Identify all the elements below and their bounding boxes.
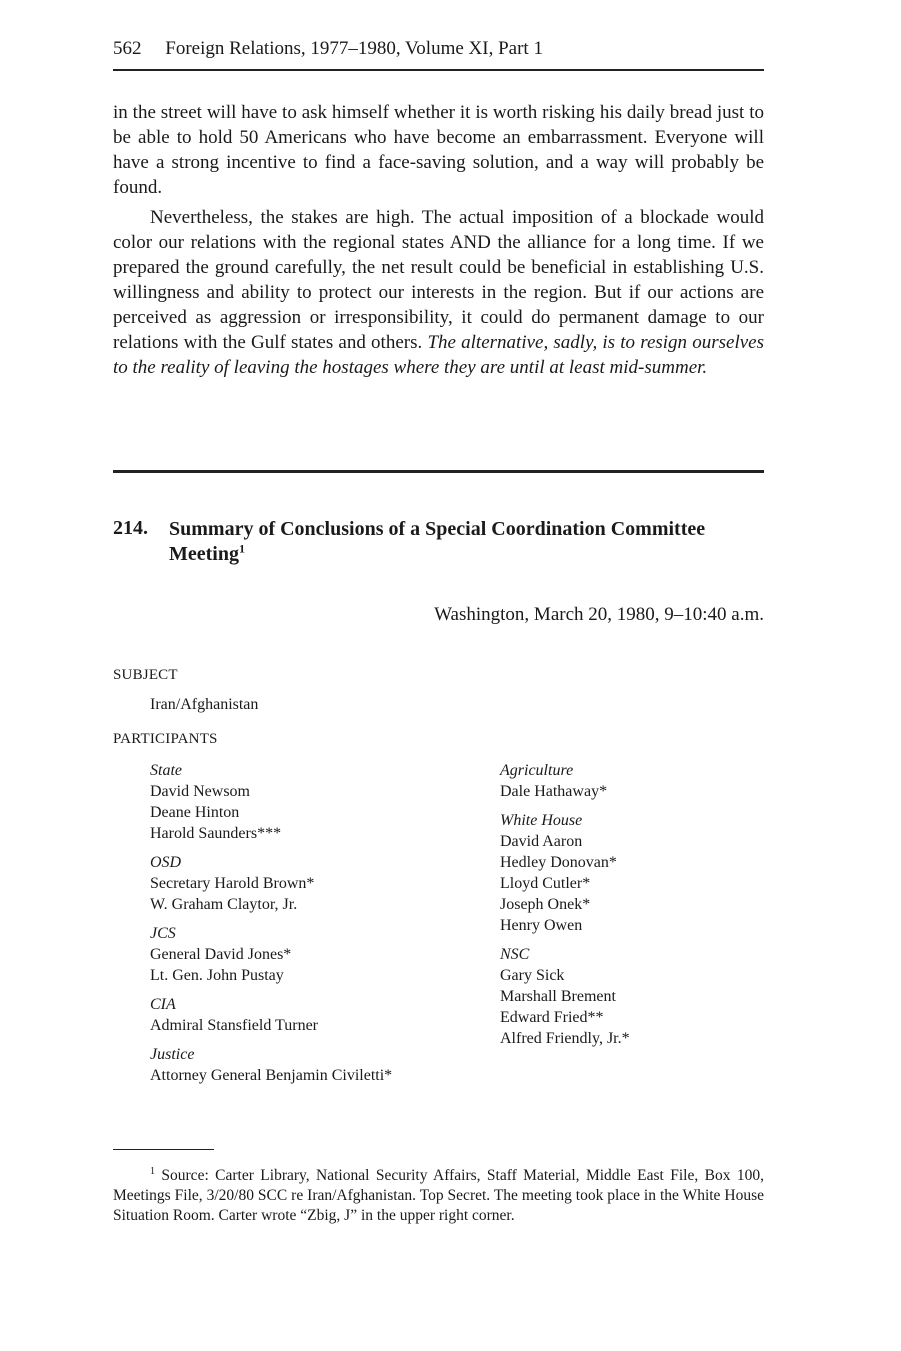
participant-name: W. Graham Claytor, Jr. [150, 896, 298, 913]
participant-group [500, 944, 764, 1049]
dateline: Washington, March 20, 1980, 9–10:40 a.m. [434, 604, 764, 625]
body-paragraph-2 [113, 205, 764, 380]
body-paragraph-1: in the street will have to ask himself whether it is worth risking his daily bread just to be able to hold 50 Americans who have become an embarrassment. Everyone will have a strong incentive to find a face-saving solution, and a way will probably be found. [113, 102, 764, 198]
footnote-number: 1 [150, 1165, 155, 1177]
participant-group [150, 994, 490, 1036]
participant-name: Harold Saunders*** [150, 825, 282, 842]
participant-group [150, 852, 490, 915]
footnote-reference: 1 [238, 541, 245, 556]
document-title-text: Summary of Conclusions of a Special Coordination Committee Meeting [169, 518, 706, 565]
participant-name: General David Jones* [150, 946, 292, 963]
participant-agency: State [150, 762, 182, 779]
subject-label: SUBJECT [113, 667, 178, 683]
participants-column-left [150, 760, 490, 1094]
participant-agency: NSC [500, 946, 530, 963]
running-head: 562 Foreign Relations, 1977–1980, Volume XI, Part 1 [113, 38, 543, 59]
participant-group [150, 1044, 490, 1086]
participant-name: Edward Fried** [500, 1009, 604, 1026]
participant-agency: OSD [150, 854, 182, 871]
footnote-text: Source: Carter Library, National Security Affairs, Staff Material, Middle East File, Box 100, Meetings File, 3/20/80 SCC re Iran/Afghanistan. Top Secret. The meeting took place in the White House Situation Room. Carter wrote “Zbig, J” in the upper right corner. [113, 1167, 764, 1224]
participant-group [150, 923, 490, 986]
participant-name: Deane Hinton [150, 804, 240, 821]
participant-name: Gary Sick [500, 967, 565, 984]
participant-name: David Aaron [500, 833, 583, 850]
participant-group [500, 760, 764, 802]
header-rule [113, 69, 764, 71]
footnote [113, 1166, 764, 1226]
participant-name: Marshall Brement [500, 988, 616, 1005]
participant-name: David Newsom [150, 783, 250, 800]
participant-agency: Agriculture [500, 762, 574, 779]
participant-name: Hedley Donovan* [500, 854, 617, 871]
participant-name: Henry Owen [500, 917, 583, 934]
participant-agency: Justice [150, 1046, 195, 1063]
participant-agency: JCS [150, 925, 176, 942]
participant-name: Lt. Gen. John Pustay [150, 967, 284, 984]
participant-name: Lloyd Cutler* [500, 875, 591, 892]
participants-column-right [500, 760, 764, 1057]
section-rule [113, 470, 764, 473]
participant-group [500, 810, 764, 936]
participant-name: Admiral Stansfield Turner [150, 1017, 318, 1034]
participant-group [150, 760, 490, 844]
footnote-rule [113, 1149, 214, 1150]
participant-name: Secretary Harold Brown* [150, 875, 315, 892]
subject-value: Iran/Afghanistan [150, 696, 259, 713]
body-paragraph-2-italic: The alternative, sadly, is to resign ourselves to the reality of leaving the hostages where they are until at least mid-summer. [113, 332, 765, 378]
body-paragraph-2-text: Nevertheless, the stakes are high. The actual imposition of a blockade would color our relations with the regional states AND the alliance for a long time. If we prepared the ground carefully, the net result could be beneficial in establishing U.S. willingness and ability to protect our interests in the region. But if our actions are perceived as aggression or irresponsibility, it could do permanent damage to our relations with the Gulf states and others. [113, 207, 764, 353]
participant-name: Joseph Onek* [500, 896, 591, 913]
participant-name: Attorney General Benjamin Civiletti* [150, 1067, 393, 1084]
participants-label: PARTICIPANTS [113, 731, 218, 747]
participant-name: Dale Hathaway* [500, 783, 608, 800]
participant-agency: CIA [150, 996, 176, 1013]
document-title [169, 517, 729, 567]
document-number: 214. [113, 517, 148, 539]
participant-agency: White House [500, 812, 583, 829]
participant-name: Alfred Friendly, Jr.* [500, 1030, 630, 1047]
